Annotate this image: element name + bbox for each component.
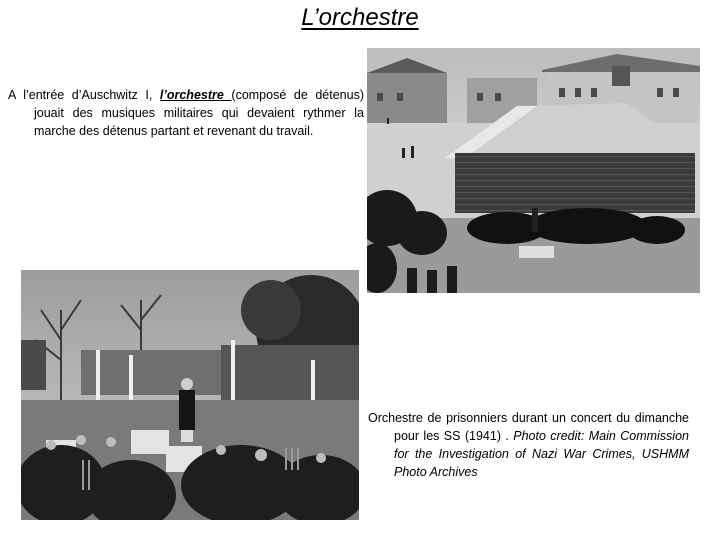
orchestra-concert-photo [21, 270, 359, 520]
caption-text: Orchestre de prisonniers durant un concert du dimanche pour les SS (1941) . [368, 411, 689, 443]
intro-paragraph [8, 86, 364, 140]
photo-caption [368, 409, 689, 481]
intro-emphasis: l’orchestre [159, 88, 232, 102]
camp-orchestra-photo [367, 48, 700, 293]
intro-text-before: A l’entrée d’Auschwitz I, [8, 88, 160, 102]
intro-text-after: (composé de détenus) jouait des musiques militaires qui devaient rythmer la marche des détenus partant et revenant du travail. [34, 88, 364, 138]
page-title: L’orchestre [301, 4, 419, 31]
caption-credit: Photo credit: Main Commission for the Investigation of Nazi War Crimes, USHMM Photo Archives [394, 429, 689, 479]
